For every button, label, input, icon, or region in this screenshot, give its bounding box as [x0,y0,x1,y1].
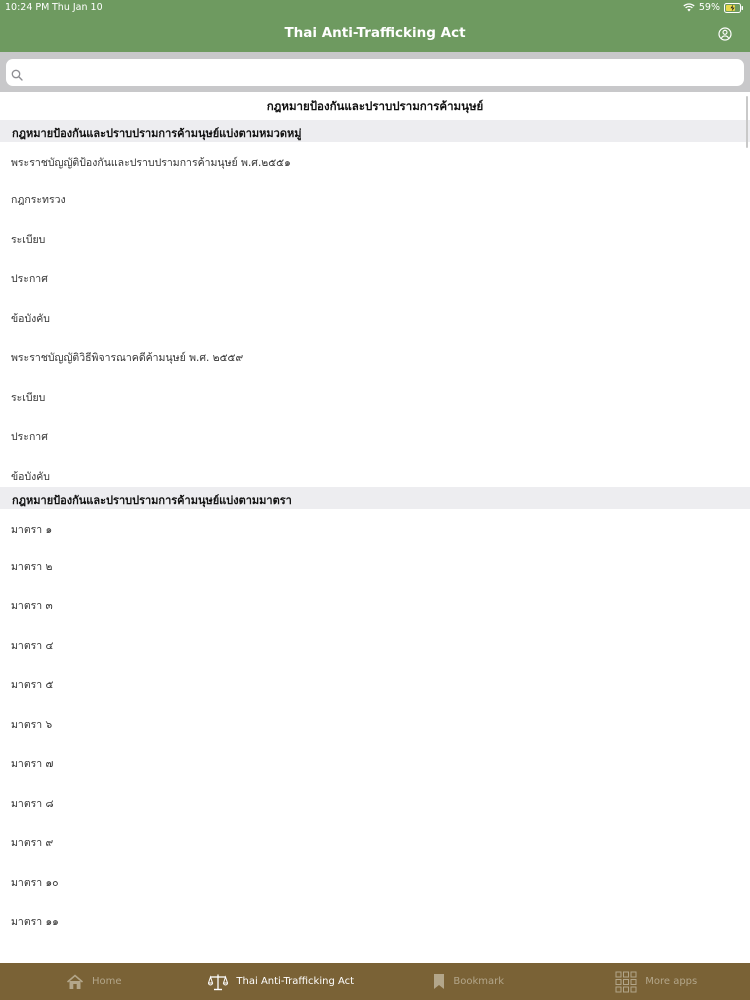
list-item[interactable]: มาตรา ๑๐ [11,876,59,889]
status-date: Thu Jan 10 [52,2,103,13]
tab-label: Thai Anti-Trafficking Act [236,976,355,987]
scales-icon [208,973,228,991]
tab-bar [0,963,750,1000]
list-item[interactable]: มาตรา ๒ [11,560,53,573]
grid-icon [615,971,637,993]
list-item[interactable]: มาตรา ๙ [11,837,54,849]
nav-bar [0,16,750,52]
status-bar [0,0,750,16]
list-item[interactable]: มาตรา ๑ [11,523,53,536]
tab-anti-trafficking-act[interactable] [188,963,376,1000]
list-item[interactable]: มาตรา ๓ [11,600,53,612]
list-item[interactable]: ประกาศ [11,273,48,285]
status-time: 10:24 PM [5,2,50,13]
home-icon [66,974,84,990]
tab-label: More apps [645,976,698,987]
user-circle-icon [718,27,732,41]
list-item[interactable]: ข้อบังคับ [11,470,50,483]
tab-more-apps[interactable] [563,963,750,1000]
list-item[interactable]: ระเบียบ [11,391,46,404]
list-title: กฎหมายป้องกันและปราบปรามการค้ามนุษย์ [266,99,484,113]
status-indicators [683,2,744,13]
list-item[interactable]: ประกาศ [11,431,48,443]
search-bar [0,52,750,92]
top-bar [0,0,750,52]
search-input[interactable] [30,59,730,86]
tab-home[interactable] [0,963,188,1000]
list-item[interactable]: กฎกระทรวง [11,194,66,206]
list-item[interactable]: มาตรา ๖ [11,718,53,731]
section-header-category: กฎหมายป้องกันและปราบปรามการค้ามนุษย์แบ่งตามหมวดหมู่ [0,120,750,142]
page-title: Thai Anti-Trafficking Act [284,25,466,41]
tab-label: Bookmark [453,976,505,987]
account-button[interactable] [718,26,732,40]
list-item[interactable]: ระเบียบ [11,233,46,246]
list-item[interactable]: พระราชบัญญัติป้องกันและปราบปรามการค้ามนุษย์ พ.ศ.๒๕๕๑ [11,157,291,169]
content-list [0,92,750,963]
battery-percent: 59% [698,2,720,13]
wifi-icon [683,3,695,12]
search-box[interactable] [6,59,744,86]
list-item[interactable]: ข้อบังคับ [11,312,50,325]
list-item[interactable]: มาตรา ๔ [11,639,54,652]
list-item[interactable]: มาตรา ๗ [11,758,54,770]
list-item[interactable]: มาตรา ๘ [11,797,54,810]
search-icon [11,66,23,85]
tab-label: Home [91,976,122,987]
list-item[interactable]: พระราชบัญญัติวิธีพิจารณาคดีค้ามนุษย์ พ.ศ. ๒๕๕๙ [11,352,244,364]
list-item[interactable]: มาตรา ๕ [11,679,54,691]
list-item[interactable]: มาตรา ๑๑ [11,916,59,928]
bookmark-icon [433,973,445,990]
scroll-indicator[interactable] [746,96,748,148]
tab-bookmark[interactable] [375,963,563,1000]
battery-icon [724,3,744,13]
section-header-section: กฎหมายป้องกันและปราบปรามการค้ามนุษย์แบ่งตามมาตรา [0,487,750,509]
